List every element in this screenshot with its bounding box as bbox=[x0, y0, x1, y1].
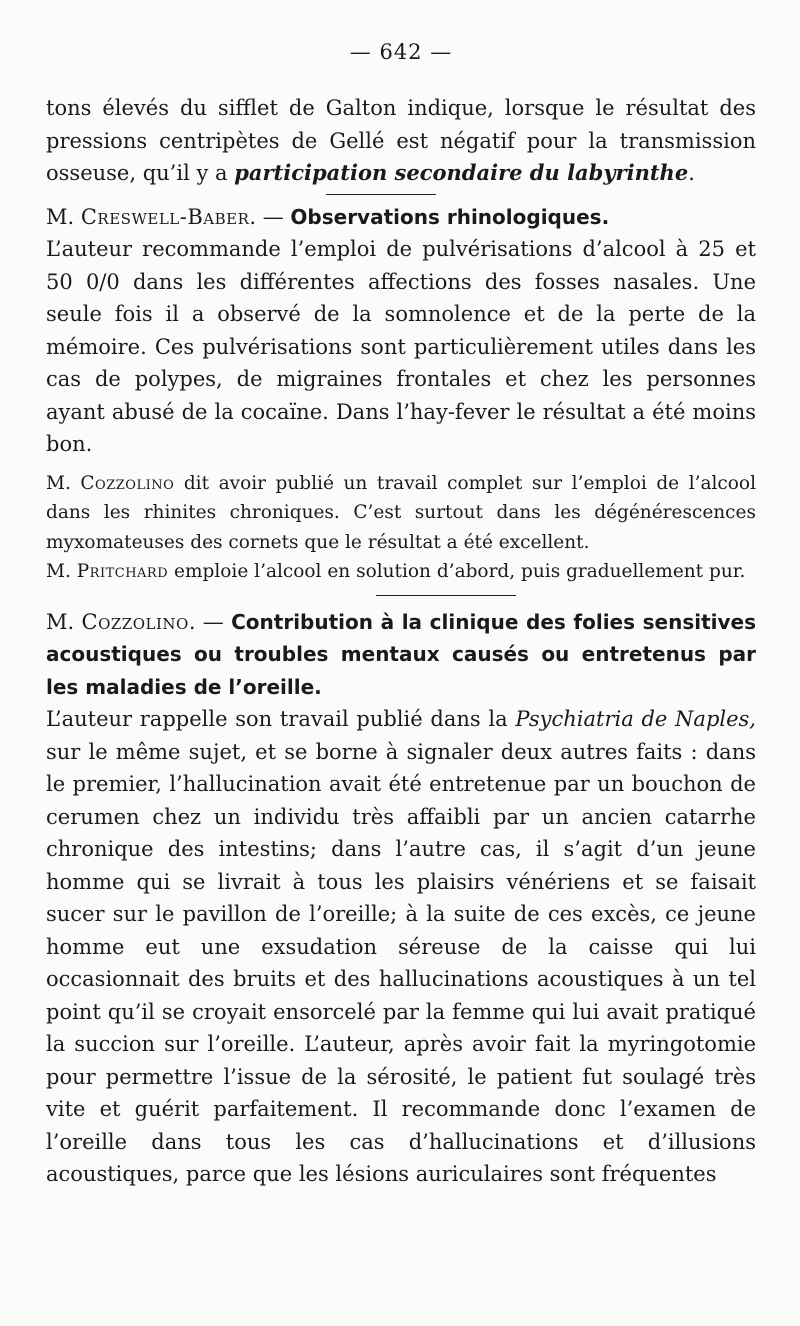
discussion-pritchard bbox=[46, 557, 756, 587]
para3-emphasis: Psychiatria de Naples, bbox=[515, 707, 756, 731]
author-prefix: M. bbox=[46, 561, 77, 582]
section-heading-rhinology bbox=[46, 201, 756, 234]
author-name: Cozzolino bbox=[80, 472, 175, 494]
paragraph-continuation bbox=[46, 92, 756, 190]
para3-text: L’auteur rappelle son travail publié dans la bbox=[46, 707, 516, 731]
para3-rest: sur le même sujet, et se borne à signaler deux autres faits : dans le premier, l’hallucination avait été entretenue par un bouchon de cerumen chez un individu très affaibli par un ancien catarrhe chronique des intestins; dans l’autre cas, il s’agit d’un jeune homme qui se livrait à tous les plaisirs vénériens et se faisait sucer sur le pavillon de l’oreille; à la suite de ces excès, ce jeune homme eut une exsudation séreuse de la caisse qui lui occasionnait des bruits et des hallucinations acoustiques à un tel point qu’il se croyait ensorcelé par la femme qui lui avait pratiqué la succion sur l’oreille. L’auteur, après avoir fait la myringotomie pour permettre l’issue de la sérosité, le patient fut soulagé très vite et guérit parfaitement. Il recommande donc l’examen de l’oreille dans tous les cas d’hallucinations et d’illusions acoustiques, parce que les lésions auriculaires sont fréquentes bbox=[46, 739, 756, 1186]
paragraph-folies bbox=[46, 703, 756, 1191]
section-title: Contribution à la clinique des folies sensitives acoustiques ou troubles mentaux causés ou entretenus par les maladies de l’oreille. bbox=[46, 609, 757, 699]
paragraph-rhinology: L’auteur recommande l’emploi de pulvérisations d’alcool à 25 et 50 0/0 dans les différentes affections des fosses nasales. Une seule fois il a observé de la somnolence et de la perte de la mémoire. Ces pulvérisations sont particulièrement utiles dans les cas de polypes, de migraines frontales et chez les personnes ayant abusé de la cocaïne. Dans l’hay-fever le résultat a été moins bon. bbox=[46, 237, 756, 456]
author-name: Cozzolino bbox=[81, 609, 189, 634]
author-prefix: M. bbox=[46, 472, 81, 494]
author-prefix: M. bbox=[46, 609, 82, 634]
heading-dash: . — bbox=[188, 609, 232, 634]
para1-end: . bbox=[688, 161, 695, 185]
discussion-text: emploie l’alcool en solution d’abord, puis graduellement pur. bbox=[168, 561, 746, 582]
para1-emphasis: participation secondaire du labyrinthe bbox=[234, 160, 689, 185]
section-heading-folies bbox=[46, 606, 756, 704]
para1-text: tons élevés du sifflet de Galton indique, lorsque le résultat des pressions centripètes de Gellé est négatif pour la transmission osseuse, qu’il y a bbox=[46, 96, 756, 185]
author-name: Pritchard bbox=[76, 561, 169, 582]
separator-rule bbox=[376, 595, 516, 596]
heading-dash: . — bbox=[249, 204, 291, 229]
discussion-cozzolino bbox=[46, 469, 756, 558]
author-name: Creswell-Baber bbox=[80, 204, 250, 229]
page-number: — 642 — bbox=[349, 40, 453, 64]
author-prefix: M. bbox=[46, 204, 81, 229]
separator-rule bbox=[326, 194, 436, 195]
section-title: Observations rhinologiques. bbox=[290, 204, 610, 229]
discussion-text: dit avoir publié un travail complet sur l’emploi de l’alcool dans les rhinites chroniques. C’est surtout dans les dégénérescences myxomateuses des cornets que le résultat a été excellent. bbox=[46, 472, 756, 553]
